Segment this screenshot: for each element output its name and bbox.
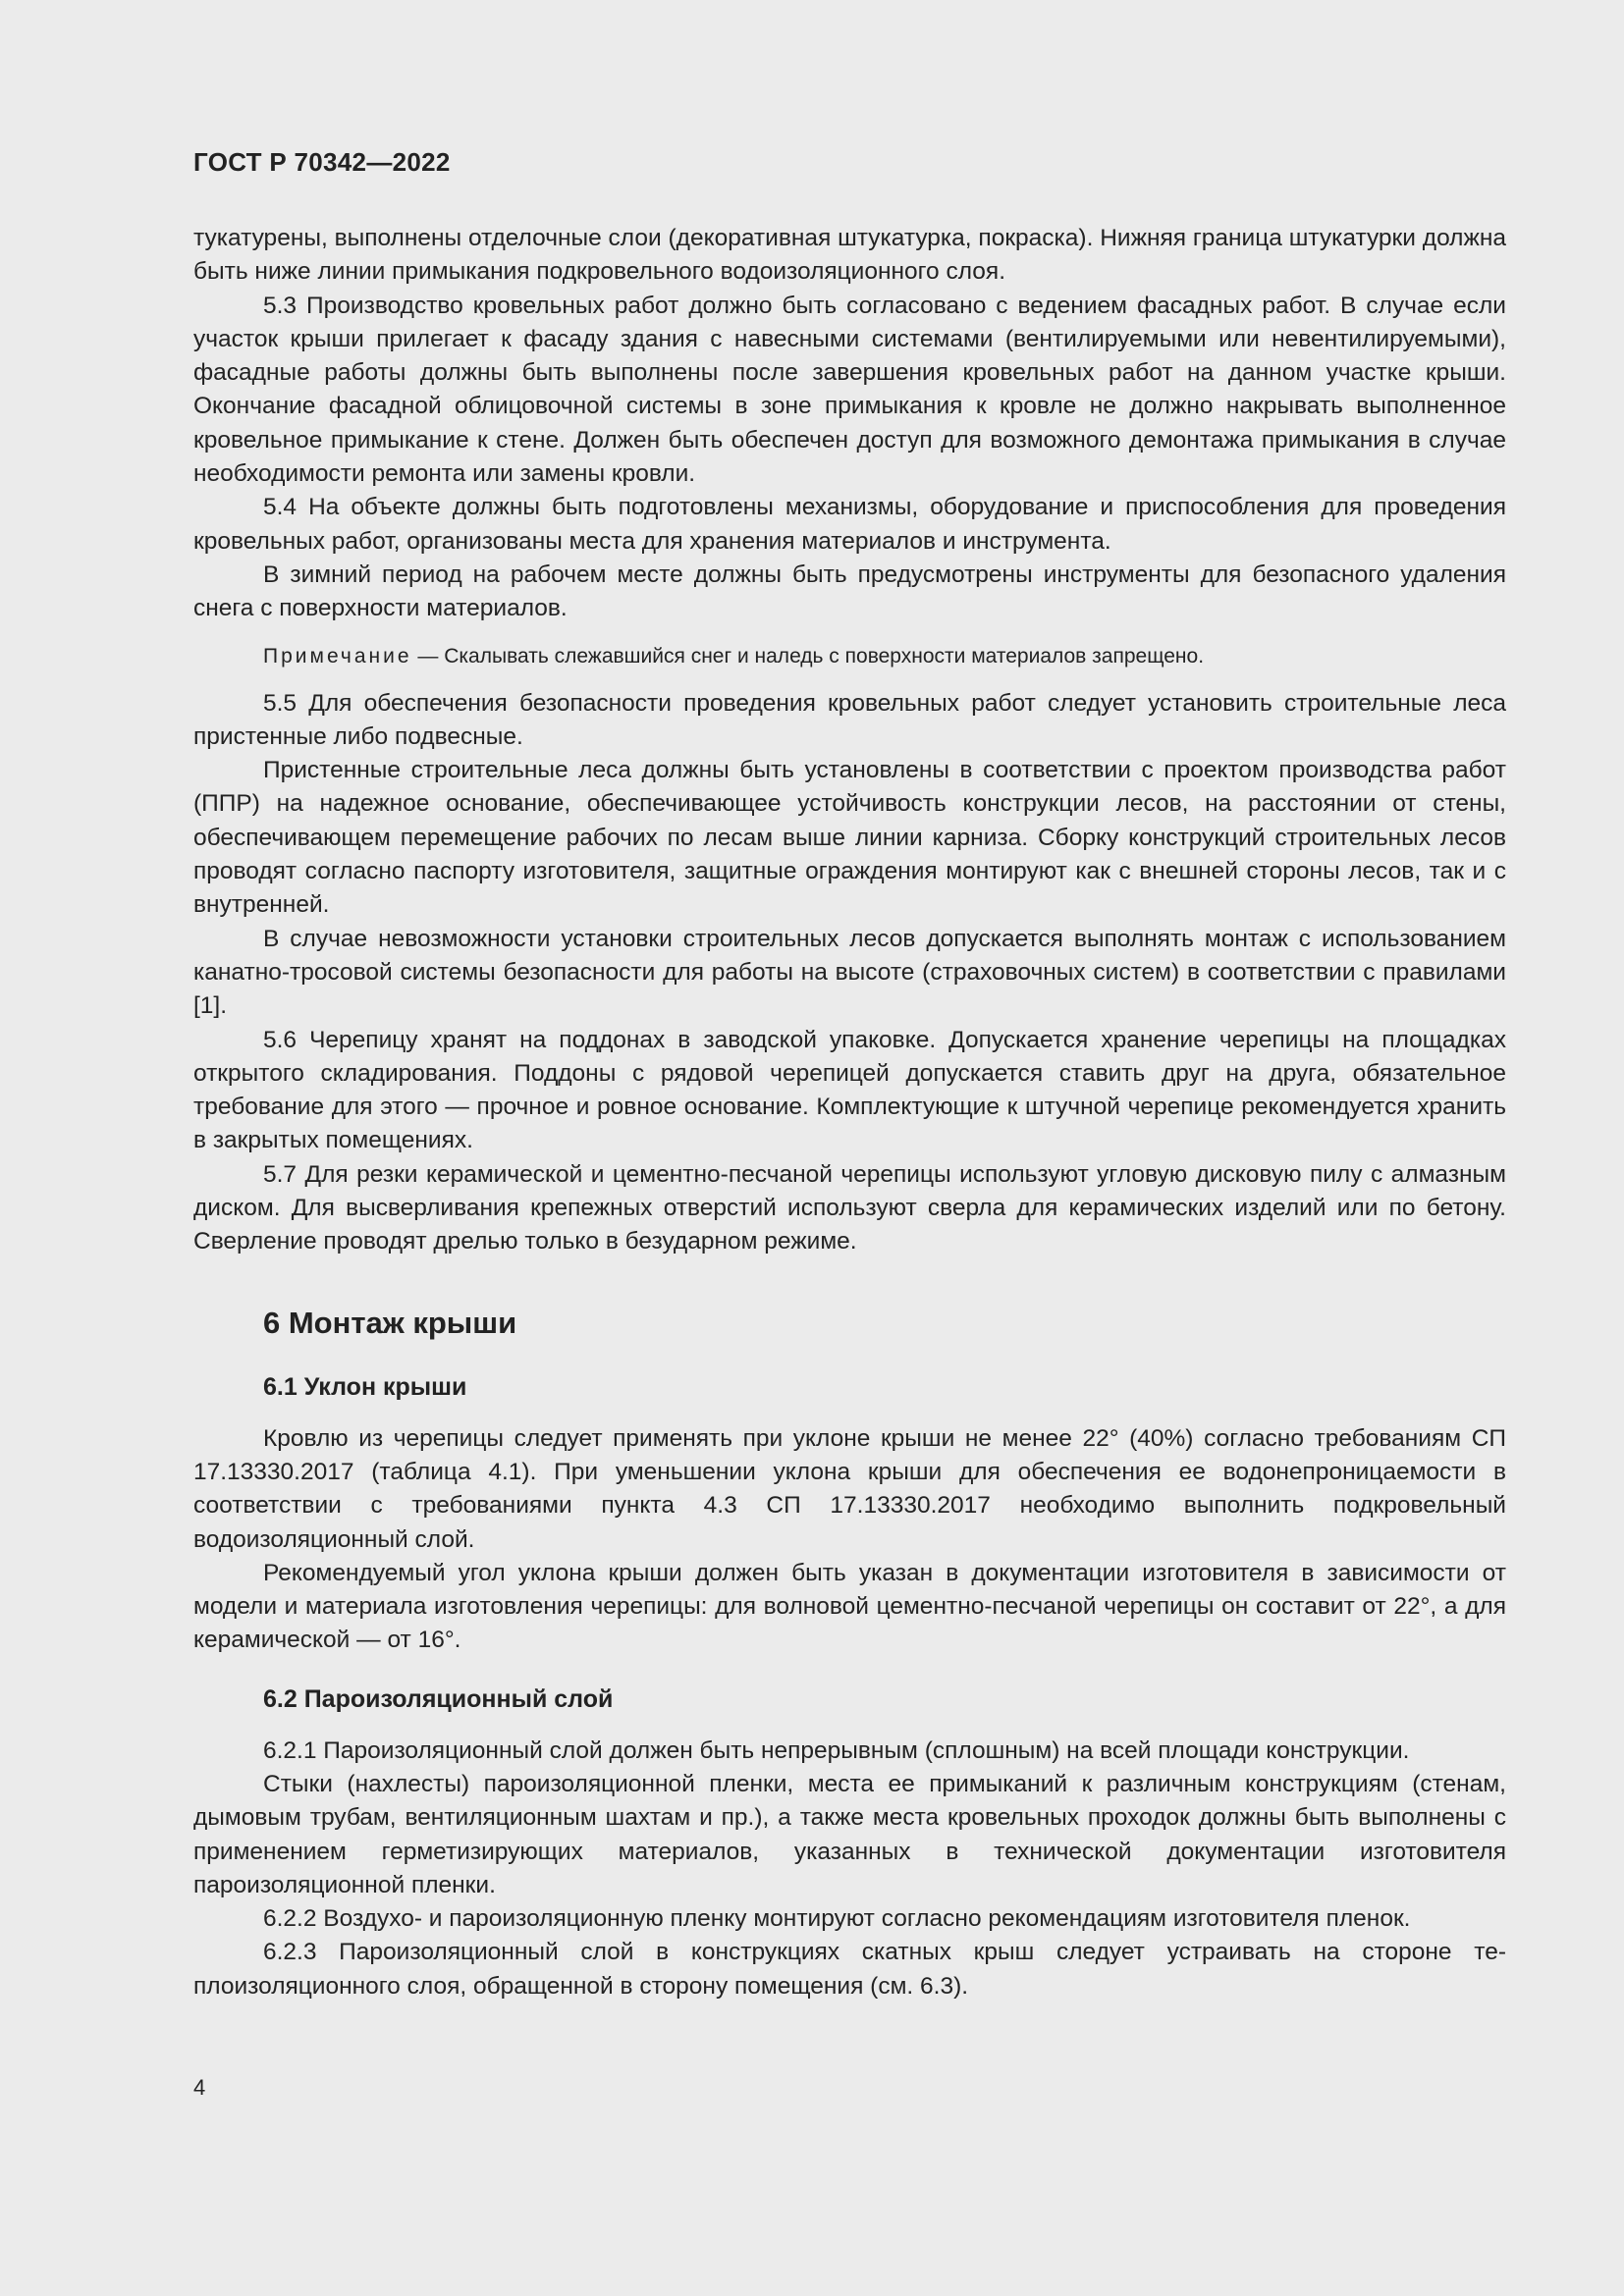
paragraph-5-4: 5.4 На объекте должны быть подготовлены механизмы, оборудование и приспособления для проведения кровельных работ, организованы места для хранения материалов и инструмента. [193,494,1506,555]
paragraph-5-3: 5.3 Производство кровельных работ должно быть согласовано с ведением фасадных работ. В случае если участок крыши прилегает к фасаду здания с навесными системами (вентилируемыми или невентилируемыми), фасадные работы должны быть выполнены после завершения кровельных работ на данном участке крыши. Окончание фасадной облицовочной системы в зоне примыкания к кровле не должно накрывать выполненное кровельное примыкание к стене. Должен быть обеспечен доступ для возможного демонтажа примыкания в случае необходимости ремонта или замены кровли. [193,292,1506,488]
paragraph: тукатурены, выполнены отделочные слои (декоративная штукатурка, покраска). Нижняя граница штукатурки должна быть ниже линии примыкания подкровельного водоизоляционного слоя. [193,225,1506,286]
note [193,642,1506,671]
section-6-2-heading: 6.2 Пароизоляционный слой [263,1684,614,1713]
paragraph-6-2-2: 6.2.2 Воздухо- и пароизоляционную пленку монтируют согласно рекомендациям изготовителя пленок. [263,1905,1411,1933]
paragraph: Стыки (нахлесты) пароизоляционной пленки, места ее примыканий к различным конструкциям (стенам, дымовым трубам, вентиляционным шахтам и пр.), а также места кровельных проходок должны быть выполнены с применением герметизирующих материалов, указанных в технической документации изготовителя пароизоляционной пленки. [193,1770,1506,1898]
note-text: — Скалывать слежавшийся снег и наледь с поверхности материалов запрещено. [411,644,1205,667]
section-6-1-heading: 6.1 Уклон крыши [263,1372,467,1401]
document-header: ГОСТ Р 70342—2022 [193,147,451,177]
paragraph-6-2-3: 6.2.3 Пароизоляционный слой в конструкциях скатных крыш следует устраивать на стороне теплоизоляционного слоя, обращенной в сторону помещения (см. 6.3). [193,1939,1506,2000]
paragraph-5-5: 5.5 Для обеспечения безопасности проведения кровельных работ следует установить строительные леса пристенные либо подвесные. [193,689,1506,750]
paragraph: В случае невозможности установки строительных лесов допускается выполнять монтаж с использованием канатно-тросовой системы безопасности для работы на высоте (страховочных систем) в соответствии с правилами [1]. [193,925,1506,1020]
paragraph: Рекомендуемый угол уклона крыши должен быть указан в документации изготовителя в зависимости от модели и материала изготовления черепицы: для волновой цементно-песчаной черепицы он составит от 22°, а для керамической — от 16°. [193,1559,1506,1654]
page-number: 4 [193,2075,206,2100]
document-body [193,222,1506,2003]
paragraph-5-7: 5.7 Для резки керамической и цементно-песчаной черепицы используют угловую дисковую пилу с алмазным диском. Для высверливания крепежных отверстий используют сверла для керамических изделий или по бетону. Сверление проводят дрелью только в безударном режиме. [193,1160,1506,1255]
section-6-heading: 6 Монтаж крыши [263,1305,517,1340]
paragraph-6-2-1: 6.2.1 Пароизоляционный слой должен быть непрерывным (сплошным) на всей площади конструкции. [263,1736,1410,1764]
paragraph: В зимний период на рабочем месте должны быть предусмотрены инструменты для безопасного удаления снега с поверхности материалов. [193,561,1506,622]
paragraph: Пристенные строительные леса должны быть установлены в соответствии с проектом производства работ (ППР) на надежное основание, обеспечивающее устойчивость конструкции лесов, на расстоянии от стены, обеспечивающем перемещение рабочих по лесам выше линии карниза. Сборку конструкций строительных лесов проводят согласно паспорту изготовителя, защитные ограждения монтируют как с внешней стороны лесов, так и с внутренней. [193,757,1506,919]
paragraph-5-6: 5.6 Черепицу хранят на поддонах в заводской упаковке. Допускается хранение черепицы на площадках открытого складирования. Поддоны с рядовой черепицей допускается ставить друг на друга, обязательное требование для этого — прочное и ровное основание. Комплектующие к штучной черепице рекомендуется хранить в закрытых помещениях. [193,1026,1506,1154]
note-label: Примечание [263,644,412,667]
paragraph: Кровлю из черепицы следует применять при уклоне крыши не менее 22° (40%) согласно требованиям СП 17.13330.2017 (таблица 4.1). При уменьшении уклона крыши для обеспечения ее водонепроницаемости в соответствии с требованиями пункта 4.3 СП 17.13330.2017 необходимо выполнить подкровельный водоизоляционный слой. [193,1424,1506,1553]
